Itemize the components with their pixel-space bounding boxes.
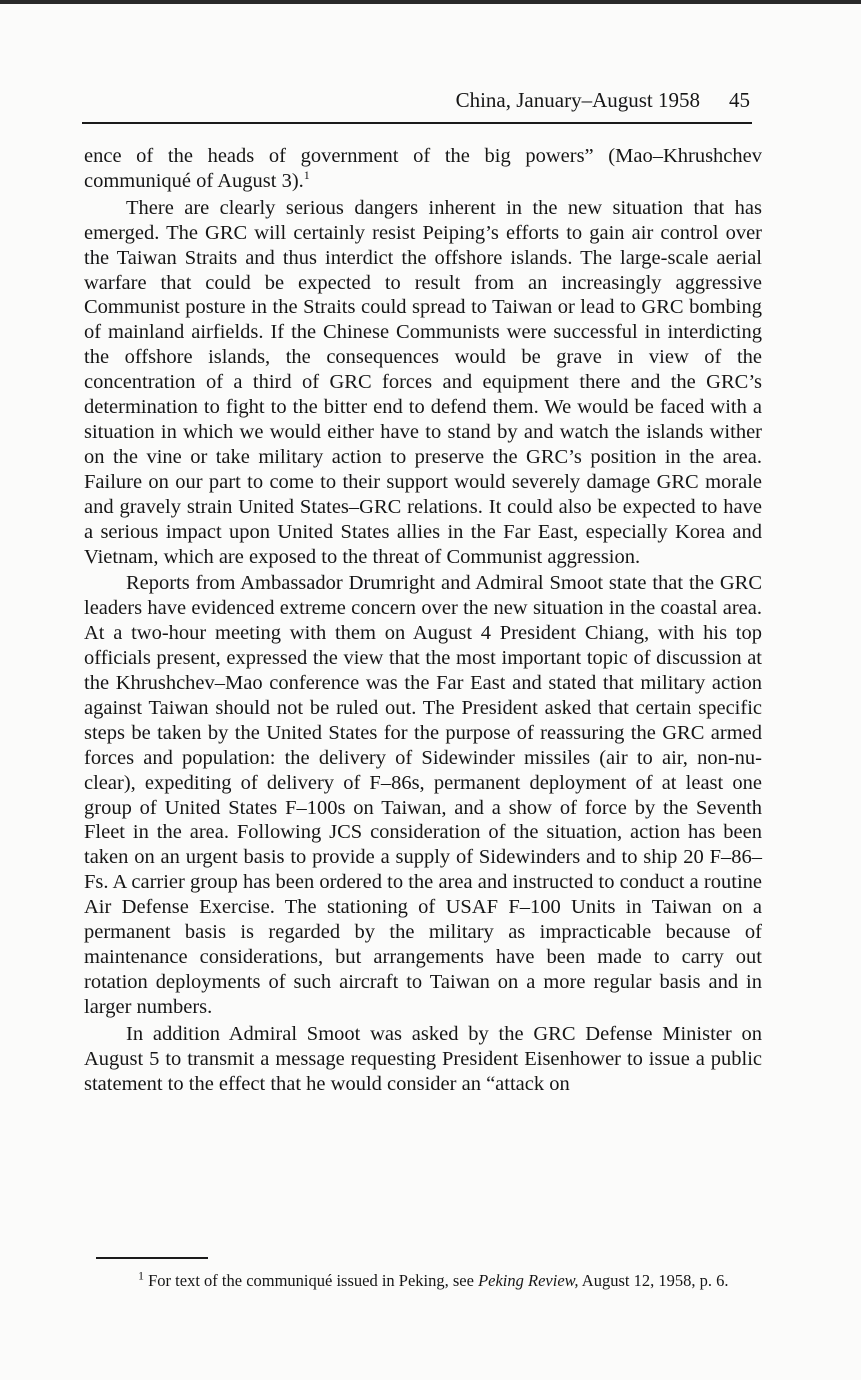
paragraph-continued [84,144,762,194]
running-head [82,88,752,120]
header-rule [82,122,752,124]
footnote-text-before: For text of the communiqué issued in Peking, see [148,1271,479,1290]
paragraph-text: ence of the heads of government of the big powers” (Mao–Khrushchev communiqué of August 3). [84,145,762,192]
body-text [84,144,762,1096]
footnote-text-after: August 12, 1958, p. 6. [578,1271,729,1290]
page-number: 45 [729,88,750,112]
page-top-edge [0,0,861,4]
footnote-reference: 1 [303,168,310,183]
footnote-marker: 1 [138,1268,144,1283]
footnote [96,1268,772,1293]
paragraph: In addition Admiral Smoot was asked by the GRC Defense Minister on August 5 to transmit a message requesting President Eisenhower to issue a public statement to the effect that he would consider an “attack on [84,1022,762,1095]
footnote-rule [96,1257,208,1259]
paragraph: Reports from Ambassador Drumright and Admiral Smoot state that the GRC leaders have evidenced extreme concern over the new situation in the coastal area. At a two-hour meeting with them on August 4 President Chiang, with his top officials present, expressed the view that the most important topic of discussion at the Khrushchev–Mao conference was the Far East and stated that military action against Taiwan should not be ruled out. The President asked that certain specific steps be taken by the United States for the purpose of reassuring the GRC armed forces and population: the delivery of Sidewinder missiles (air to air, non-nuclear), expediting of delivery of F–86s, permanent deployment of at least one group of United States F–100s on Taiwan, and a show of force by the Seventh Fleet in the area. Following JCS consideration of the situation, action has been taken on an urgent basis to provide a supply of Sidewinders and to ship 20 F–86–Fs. A carrier group has been ordered to the area and instructed to conduct a routine Air Defense Exercise. The stationing of USAF F–100 Units in Taiwan on a permanent basis is regarded by the military as impracticable because of maintenance considerations, but arrangements have been made to carry out rotation deployments of such aircraft to Taiwan on a more regular basis and in larger numbers. [84,572,762,1018]
footnote-text [96,1268,772,1293]
footnote-source-title: Peking Review, [478,1271,579,1290]
paragraph: There are clearly serious dangers inherent in the new situation that has emerged. The GRC will certainly resist Peiping’s efforts to gain air control over the Taiwan Straits and thus interdict the offshore islands. The large-scale aerial warfare that could be expected to result from an increasingly aggressive Communist posture in the Straits could spread to Taiwan or lead to GRC bombing of mainland airfields. If the Chinese Communists were successful in interdicting the offshore islands, the consequences would be grave in view of the concentration of a third of GRC forces and equipment there and the GRC’s determination to fight to the bitter end to defend them. We would be faced with a situation in which we would either have to stand by and watch the islands wither on the vine or take military action to preserve the GRC’s position in the area. Failure on our part to come to their support would severely damage GRC morale and gravely strain United States–GRC relations. It could also be expected to have a serious impact upon United States allies in the Far East, especially Korea and Vietnam, which are exposed to the threat of Communist aggression. [84,196,762,568]
running-head-title: China, January–August 1958 [455,88,700,112]
